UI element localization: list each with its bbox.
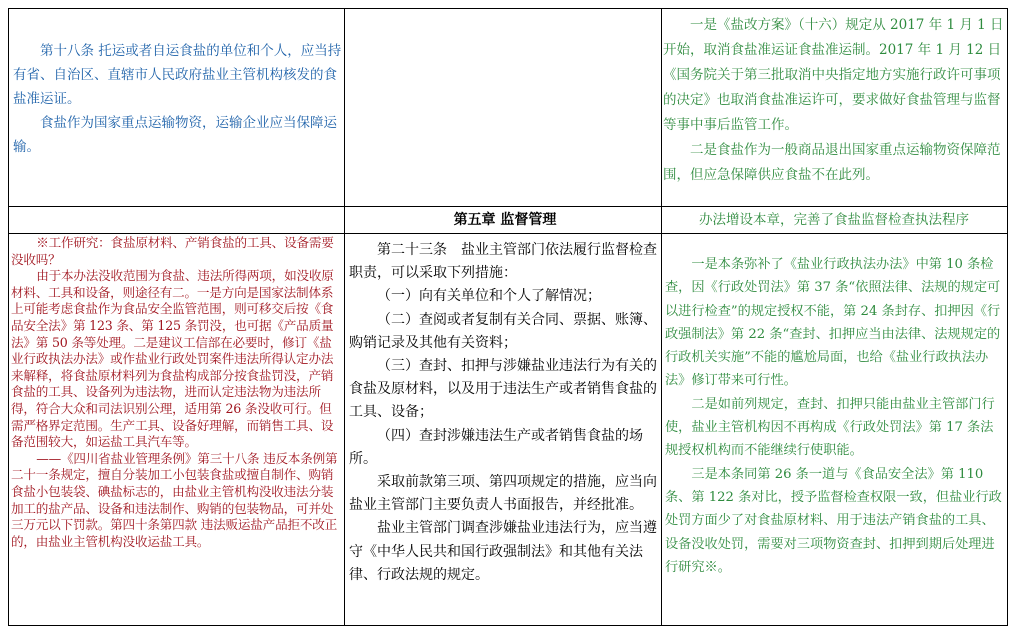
row3-right-cell bbox=[665, 253, 1005, 579]
row1-right-cell bbox=[663, 13, 1005, 188]
article-23-item-2: （二）查阅或者复制有关合同、票据、账簿、购销记录及其他有关资料； bbox=[349, 311, 657, 351]
article-23-intro: 第二十三条 盐业主管部门依法履行监督检查职责，可以采取下列措施： bbox=[349, 242, 657, 282]
row3-left-cell bbox=[11, 235, 343, 550]
article-23-para-2: 采取前款第三项、第四项规定的措施，应当向盐业主管部门主要负责人书面报告，并经批准。 bbox=[349, 474, 657, 514]
chapter-note: 办法增设本章，完善了食盐监督检查执法程序 bbox=[699, 212, 969, 228]
row1-left-cell bbox=[13, 39, 345, 159]
row3-note-2: 二是如前列规定，查封、扣押只能由盐业主管部门行使，盐业主管机构因不再构成《行政处罚法》第 17 条法规授权机构而不能继续行使职能。 bbox=[665, 396, 995, 459]
row-divider-1 bbox=[9, 206, 1007, 207]
row-divider-2 bbox=[9, 233, 1007, 234]
comparison-table bbox=[8, 8, 1008, 626]
row1-note-1: 一是《盐改方案》（十六）规定从 2017 年 1 月 1 日开始，取消食盐准运证食盐准运制。2017 年 1 月 12 日《国务院关于第三批取消中央指定地方实施行政许可事项的决定》也取消食盐准运许可，要求做好食盐管理与监督等事中事后监管工作。 bbox=[663, 17, 1004, 133]
row3-note-1: 一是本条弥补了《盐业行政执法办法》中第 10 条检查，因《行政处罚法》第 37 条“依照法律、法规的规定可以进行检查”的规定授权不能，第 24 条封存、扣押因《行政强制法》第 22 条“查封、扣押应当由法律、法规规定的行政机关实施”不能的尴尬局面，也给《盐业行政执法办法》修订带来可行性。 bbox=[665, 257, 1001, 389]
article-23-item-3: （三）查封、扣押与涉嫌盐业违法行为有关的食盐及原材料，以及用于违法生产或者销售食盐的工具、设备； bbox=[349, 358, 657, 421]
article-18-transport-text: 食盐作为国家重点运输物资，运输企业应当保障运输。 bbox=[13, 115, 337, 155]
row3-middle-cell bbox=[349, 239, 661, 587]
chapter-title: 第五章 监督管理 bbox=[453, 212, 557, 228]
research-question: ※工作研究：食盐原材料、产销食盐的工具、设备需要没收吗？ bbox=[11, 235, 334, 267]
article-23-item-4: （四）查封涉嫌违法生产或者销售食盐的场所。 bbox=[349, 427, 643, 467]
row1-note-2: 二是食盐作为一般商品退出国家重点运输物资保障范围，但应急保障供应食盐不在此列。 bbox=[663, 142, 1001, 183]
row3-note-3: 三是本条同第 26 条一道与《食品安全法》第 110 条、第 122 条对比，授予监督检查权限一致，但盐业行政处罚方面少了对食盐原材料、用于违法产销食盐的工具、设备没收处罚，需要对三项物资查封、扣押到期后处理进行研究※。 bbox=[665, 466, 1002, 575]
article-23-para-3: 盐业主管部门调查涉嫌盐业违法行为，应当遵守《中华人民共和国行政强制法》和其他有关法律、行政法规的规定。 bbox=[349, 520, 657, 583]
column-divider-2 bbox=[661, 9, 662, 625]
research-analysis: 由于本办法没收范围为食盐、违法所得两项，如没收原材料、工具和设备，则途径有二。一是方向是国家法制体系上可能考虑食盐作为食品安全监管范围，则可移交后按《食品安全法》第 123 条、第 125 条罚没，也可据《产品质量法》第 50 条等处理。二是建议工信部在必要时，修订《盐业行政执法办法》或作盐业行政处罚案件违法所得认定办法来解释，将食盐原材料列为食盐构成部分按食盐罚没，产销食盐的工具、设备列为违法物，进而认定违法物为违法所得，符合大众和司法识别公理，适用第 26 条没收可行。但需严格界定范围。生产工具、设备好理解，而销售工具、设备范围较大，如运盐工具汽车等。 bbox=[11, 268, 334, 450]
sichuan-regulation-quote: ——《四川省盐业管理条例》第三十八条 违反本条例第二十一条规定，擅自分装加工小包装食盐或擅自制作、购销食盐小包装袋、碘盐标志的，由盐业主管机构没收违法分装加工的盐产品、设备和违法制作、购销的包装物品，可并处三万元以下罚款。第四十条第四款 违法贩运盐产品拒不改正的，由盐业主管机构没收运盐工具。 bbox=[11, 450, 338, 549]
article-18-text: 第十八条 托运或者自运食盐的单位和个人，应当持有省、自治区、直辖市人民政府盐业主管机构核发的食盐准运证。 bbox=[13, 43, 342, 107]
article-23-item-1: （一）向有关单位和个人了解情况； bbox=[377, 288, 601, 305]
